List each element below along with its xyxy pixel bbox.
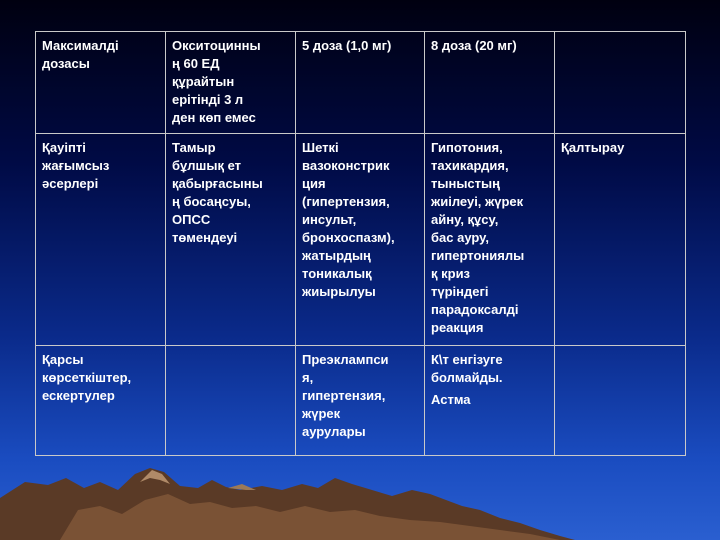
table-cell [425, 32, 555, 134]
cell-text-line: болмайды. [431, 370, 503, 385]
table-cell-empty [555, 346, 686, 456]
cell-text-line: 5 доза (1,0 мг) [302, 38, 392, 53]
table-row-contraindications [36, 346, 686, 456]
dosage-table [35, 31, 686, 456]
cell-text-line: К\т енгізуге [431, 352, 503, 367]
cell-text-line: айну, құсу, [431, 212, 499, 227]
cell-text-line: (гипертензия, [302, 194, 390, 209]
cell-text-line: жатырдың [302, 248, 371, 263]
cell-text-line: Преэклампси [302, 352, 389, 367]
cell-text-line: әсерлері [42, 176, 99, 191]
cell-text-line: дозасы [42, 56, 90, 71]
cell-text-line: бас ауру, [431, 230, 490, 245]
cell-text-line: парадоксалді [431, 302, 519, 317]
cell-text-line: қабырғасыны [172, 176, 263, 191]
table-cell [166, 134, 296, 346]
cell-text-line: ция [302, 176, 326, 191]
cell-text-line: құрайтын [172, 74, 235, 89]
cell-text-line: Шеткі [302, 140, 339, 155]
cell-text-line: я, [302, 370, 314, 385]
cell-text-line: инсульт, [302, 212, 357, 227]
cell-text-line: реакция [431, 320, 484, 335]
table-cell [555, 134, 686, 346]
cell-text-line: тыныстың [431, 176, 500, 191]
table-cell [296, 346, 425, 456]
table-cell [36, 134, 166, 346]
table-row-side-effects [36, 134, 686, 346]
cell-text-line: Астма [431, 392, 471, 407]
cell-text-line: 8 доза (20 мг) [431, 38, 517, 53]
cell-text-line: қ криз [431, 266, 471, 281]
table-cell [166, 32, 296, 134]
cell-text-line: ескертулер [42, 388, 115, 403]
cell-text-line: тахикардия, [431, 158, 509, 173]
cell-text-line: көрсеткіштер, [42, 370, 132, 385]
cell-text-line: ОПСС [172, 212, 211, 227]
cell-text-line: Қарсы [42, 352, 84, 367]
cell-text-line: Тамыр [172, 140, 216, 155]
table-cell [425, 134, 555, 346]
cell-text-line: ң босаңсуы, [172, 194, 251, 209]
cell-text-line: түріндегі [431, 284, 489, 299]
table-row-max-dose [36, 32, 686, 134]
table-cell [36, 346, 166, 456]
table-cell-empty [166, 346, 296, 456]
cell-text-line: Окситоцинны [172, 38, 261, 53]
table-cell [296, 32, 425, 134]
cell-text-line: Қалтырау [561, 140, 625, 155]
table-cell-empty [555, 32, 686, 134]
table-cell [36, 32, 166, 134]
cell-text-line: жүрек [302, 406, 341, 421]
cell-text-line: Максималді [42, 38, 119, 53]
cell-text-line: ң 60 ЕД [172, 56, 220, 71]
cell-text-line: жиырылуы [302, 284, 376, 299]
cell-text-line: төмендеуі [172, 230, 238, 245]
cell-text-line: аурулары [302, 424, 366, 439]
cell-text-line: бронхоспазм), [302, 230, 395, 245]
cell-text-line: тоникалық [302, 266, 372, 281]
cell-text-line: Гипотония, [431, 140, 503, 155]
table-cell [425, 346, 555, 456]
cell-text-line: вазоконстрик [302, 158, 390, 173]
cell-text-line: Қауіпті [42, 140, 86, 155]
cell-text-line: жиілеуі, жүрек [431, 194, 524, 209]
cell-text-line: ден көп емес [172, 110, 256, 125]
cell-text-line: жағымсыз [42, 158, 110, 173]
mountain-landscape [0, 460, 720, 540]
cell-text-line: ерітінді 3 л [172, 92, 244, 107]
cell-text-line: гипертониялы [431, 248, 525, 263]
cell-text-line: гипертензия, [302, 388, 386, 403]
cell-text-line: бұлшық ет [172, 158, 241, 173]
table-cell [296, 134, 425, 346]
